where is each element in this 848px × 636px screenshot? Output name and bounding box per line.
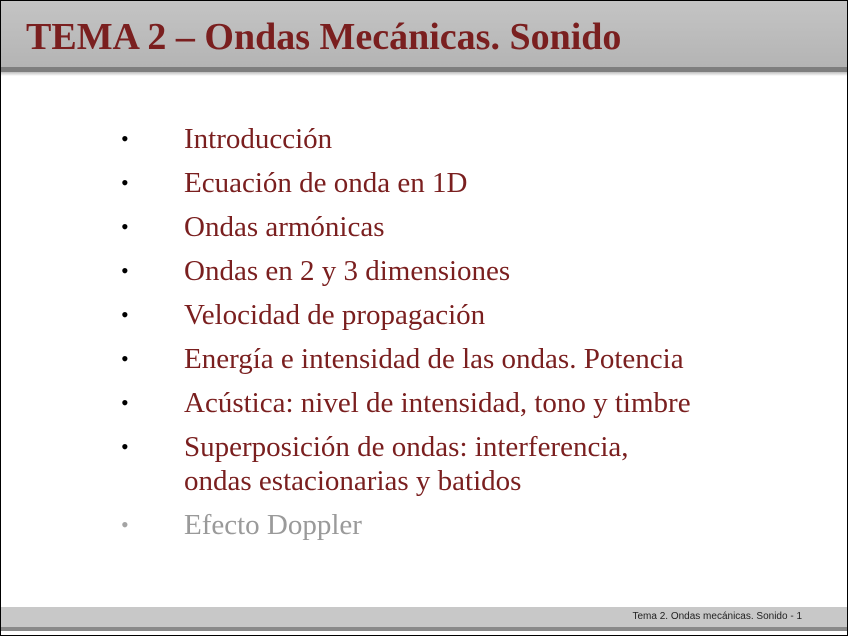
bullet-item bbox=[119, 210, 691, 244]
bullet-text bbox=[184, 210, 385, 244]
bullet-text-line: Introducción bbox=[184, 123, 333, 155]
bullet-text bbox=[184, 122, 332, 156]
bullet-text-line: Efecto Doppler bbox=[184, 509, 362, 541]
bullet-text bbox=[184, 508, 362, 542]
bullet-item bbox=[119, 166, 691, 200]
bullet-dot-icon: • bbox=[121, 126, 129, 151]
bullet-dot-icon: • bbox=[121, 512, 129, 537]
bullet-text bbox=[184, 298, 485, 332]
title-bar bbox=[1, 1, 847, 72]
bullet-dot-icon: • bbox=[121, 346, 129, 371]
bullet-item bbox=[119, 430, 691, 498]
bullet-text bbox=[184, 386, 691, 420]
bullet-dot-icon: • bbox=[121, 170, 129, 195]
bullet-dot-icon: • bbox=[121, 258, 129, 283]
bullet-item bbox=[119, 386, 691, 420]
bullet-text bbox=[184, 166, 467, 200]
bullet-item bbox=[119, 254, 691, 288]
bullet-text-line: Superposición de ondas: interferencia, bbox=[184, 431, 629, 463]
bullet-item bbox=[119, 342, 691, 376]
bullet-text bbox=[184, 430, 629, 498]
bullet-list bbox=[119, 122, 691, 552]
footer-bar bbox=[1, 607, 847, 631]
bullet-text-line: Velocidad de propagación bbox=[184, 299, 486, 331]
bullet-item bbox=[119, 298, 691, 332]
slide-title: TEMA 2 – Ondas Mecánicas. Sonido bbox=[26, 16, 622, 58]
bullet-dot-icon: • bbox=[121, 390, 129, 415]
bullet-dot-icon: • bbox=[121, 214, 129, 239]
bullet-text-line: Acústica: nivel de intensidad, tono y timbre bbox=[184, 387, 691, 419]
bullet-item bbox=[119, 122, 691, 156]
bullet-text-line: Ondas armónicas bbox=[184, 211, 385, 243]
title-bar-shadow bbox=[1, 72, 847, 76]
bullet-text-line: ondas estacionarias y batidos bbox=[184, 465, 522, 497]
bullet-text-line: Ondas en 2 y 3 dimensiones bbox=[184, 255, 511, 287]
bullet-text bbox=[184, 342, 684, 376]
bullet-text bbox=[184, 254, 510, 288]
bullet-dot-icon: • bbox=[121, 434, 129, 459]
bullet-text-line: Ecuación de onda en 1D bbox=[184, 167, 468, 199]
bullet-dot-icon: • bbox=[121, 302, 129, 327]
bullet-item bbox=[119, 508, 691, 542]
footer-text: Tema 2. Ondas mecánicas. Sonido - 1 bbox=[632, 611, 802, 622]
bullet-text-line: Energía e intensidad de las ondas. Potencia bbox=[184, 343, 684, 375]
